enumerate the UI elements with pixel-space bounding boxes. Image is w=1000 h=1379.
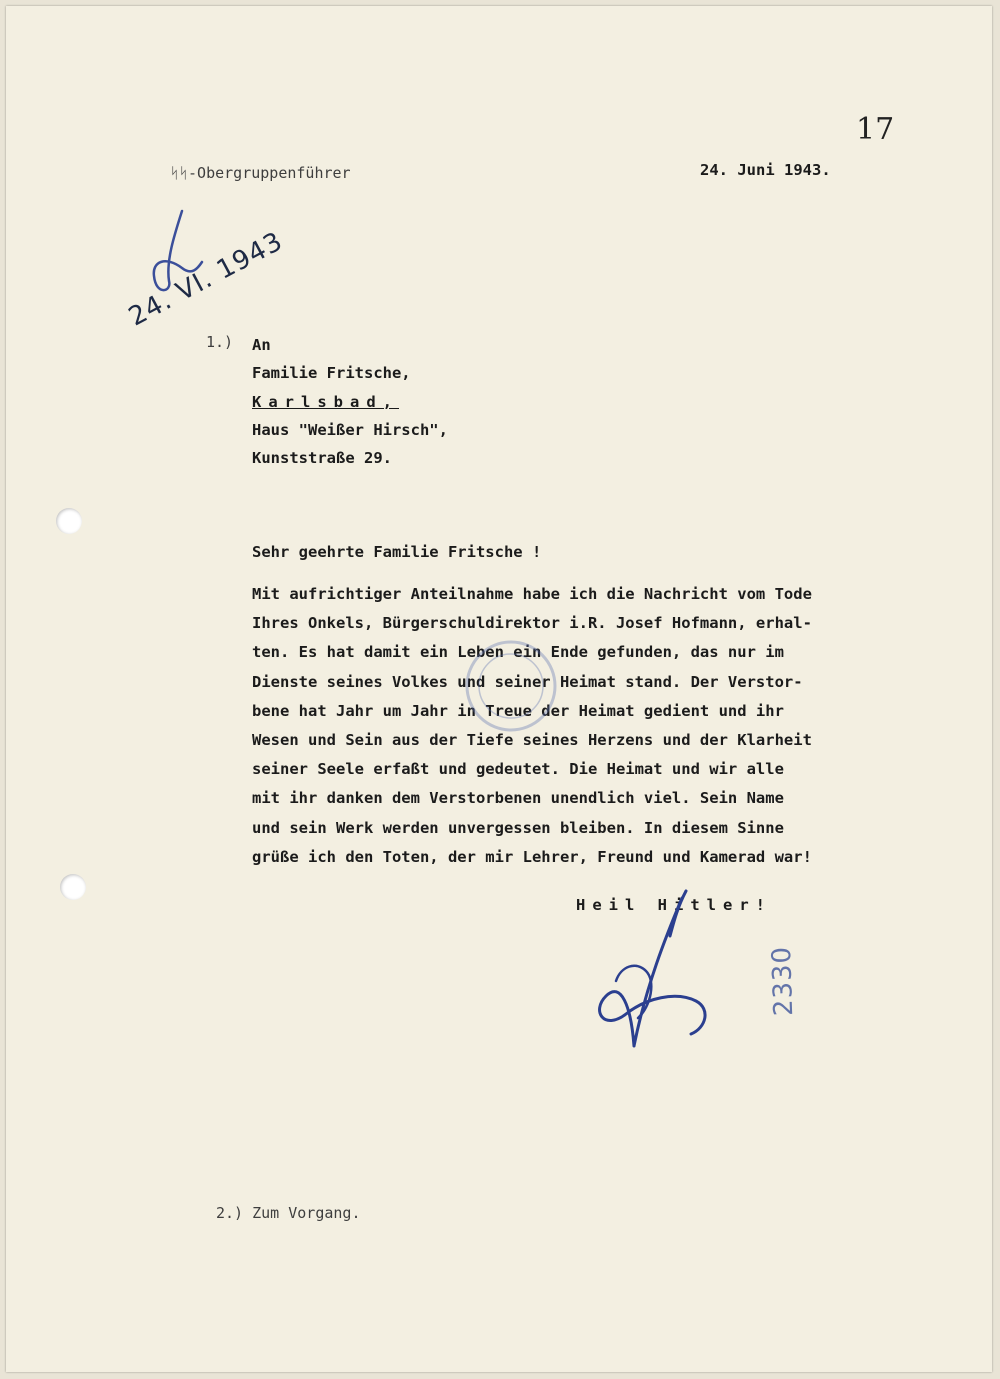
closing-greeting: Heil Hitler!	[576, 896, 772, 914]
body-line: Mit aufrichtiger Anteilnahme habe ich die Nachricht vom Tode	[252, 585, 812, 603]
body-line: Ihres Onkels, Bürgerschuldirektor i.R. Josef Hofmann, erhal-	[252, 614, 812, 633]
letter-date: 24. Juni 1943.	[700, 161, 831, 179]
punch-hole-icon	[56, 508, 82, 534]
body-line: grüße ich den Toten, der mir Lehrer, Freund und Kamerad war!	[252, 847, 812, 866]
body-line: und sein Werk werden unvergessen bleiben. In diesem Sinne	[252, 818, 784, 837]
letter-body	[252, 580, 812, 872]
address-line-to: An	[252, 336, 271, 354]
punch-hole-icon	[60, 874, 86, 900]
address-line-name: Familie Fritsche,	[252, 364, 411, 383]
address-line-house: Haus "Weißer Hirsch",	[252, 420, 448, 439]
body-line: Dienste seines Volkes und seiner Heimat stand. Der Verstor-	[252, 672, 803, 691]
ss-rune-mark: ᛋᛋ	[170, 164, 189, 182]
letter-page	[6, 6, 992, 1372]
address-line-city: Karlsbad,	[252, 392, 399, 411]
body-line: seiner Seele erfaßt und gedeutet. Die Heimat und wir alle	[252, 760, 784, 779]
sender-rank	[170, 164, 351, 182]
stamped-number: 2330	[766, 945, 800, 1017]
item-1-number: 1.)	[206, 333, 234, 351]
item-2-note: 2.) Zum Vorgang.	[216, 1204, 361, 1222]
sender-rank-text: -Obergruppenführer	[188, 164, 351, 182]
signature-stroke	[616, 966, 651, 1018]
signature	[600, 891, 706, 1046]
body-line: ten. Es hat damit ein Leben ein Ende gefunden, das nur im	[252, 643, 784, 662]
body-line: Wesen und Sein aus der Tiefe seines Herzens und der Klarheit	[252, 731, 812, 750]
body-line: bene hat Jahr um Jahr in Treue der Heimat gedient und ihr	[252, 701, 784, 720]
salutation: Sehr geehrte Familie Fritsche !	[252, 543, 542, 561]
recipient-address	[252, 331, 448, 472]
date-stamp: 24. VI. 1943	[124, 226, 288, 333]
address-line-street: Kunststraße 29.	[252, 449, 392, 468]
page-number: 17	[856, 112, 895, 147]
body-line: mit ihr danken dem Verstorbenen unendlich viel. Sein Name	[252, 789, 784, 808]
